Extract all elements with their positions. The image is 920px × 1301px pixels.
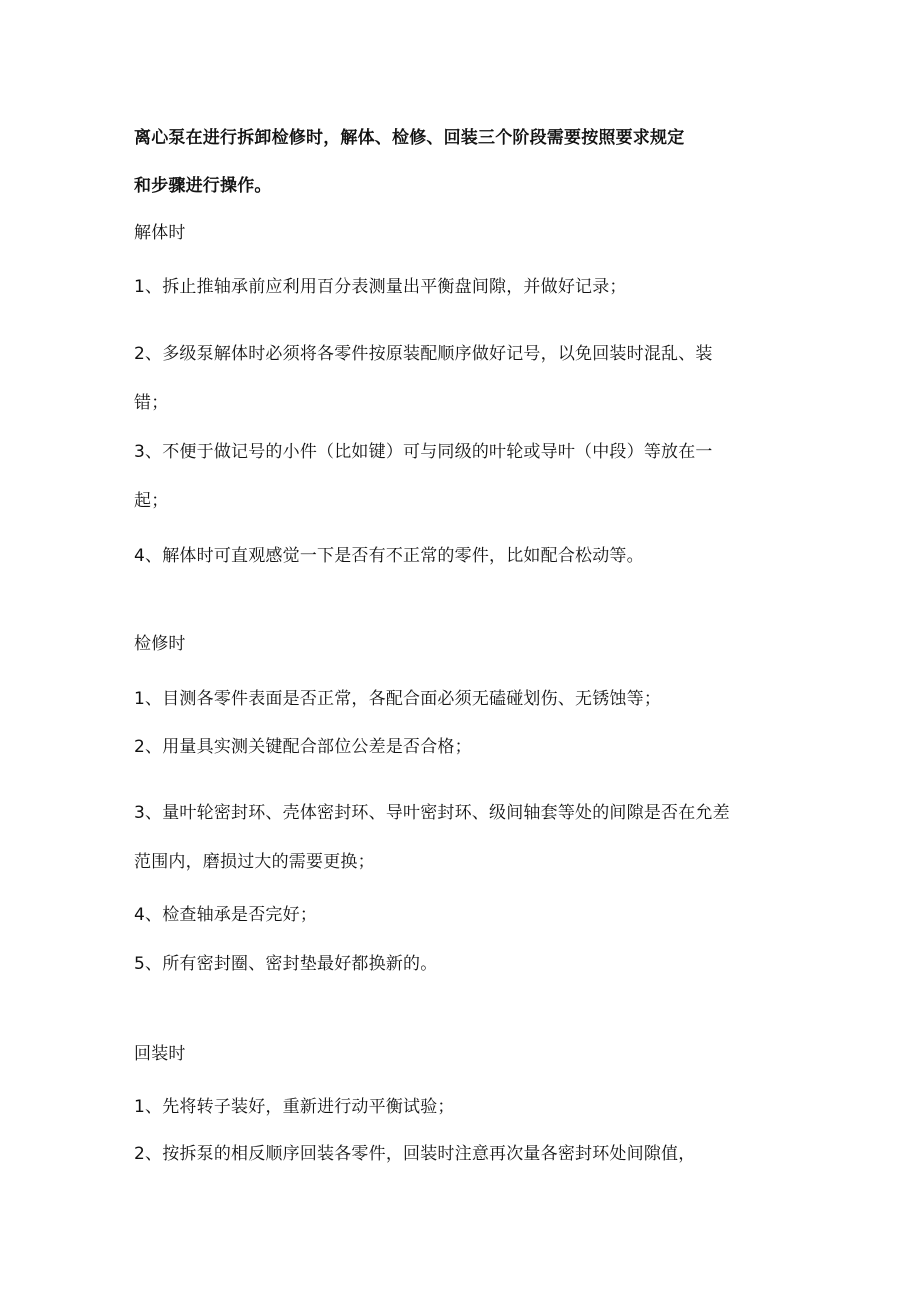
intro-line-2: 和步骤进行操作。 — [134, 176, 272, 196]
disassembly-item-2-line-1: 2、多级泵解体时必须将各零件按原装配顺序做好记号，以免回装时混乱、装 — [134, 344, 713, 364]
section-heading-inspection: 检修时 — [134, 634, 186, 654]
inspection-item-1: 1、目测各零件表面是否正常，各配合面必须无磕碰划伤、无锈蚀等； — [134, 689, 662, 709]
inspection-item-3-line-1: 3、量叶轮密封环、壳体密封环、导叶密封环、级间轴套等处的间隙是否在允差 — [134, 803, 730, 823]
section-heading-reassembly: 回装时 — [134, 1044, 186, 1064]
inspection-item-2: 2、用量具实测关键配合部位公差是否合格； — [134, 737, 472, 757]
intro-line-1: 离心泵在进行拆卸检修时，解体、检修、回装三个阶段需要按照要求规定 — [134, 128, 685, 148]
disassembly-item-3-line-2: 起； — [134, 491, 169, 511]
inspection-item-5: 5、所有密封圈、密封垫最好都换新的。 — [134, 954, 438, 974]
section-heading-disassembly: 解体时 — [134, 223, 186, 243]
disassembly-item-4: 4、解体时可直观感觉一下是否有不正常的零件，比如配合松动等。 — [134, 546, 644, 566]
reassembly-item-1: 1、先将转子装好，重新进行动平衡试验； — [134, 1097, 455, 1117]
disassembly-item-2-line-2: 错； — [134, 393, 169, 413]
inspection-item-3-line-2: 范围内，磨损过大的需要更换； — [134, 852, 375, 872]
reassembly-item-2-line-1: 2、按拆泵的相反顺序回装各零件，回装时注意再次量各密封环处间隙值， — [134, 1144, 696, 1164]
inspection-item-4: 4、检查轴承是否完好； — [134, 905, 318, 925]
disassembly-item-1: 1、拆止推轴承前应利用百分表测量出平衡盘间隙，并做好记录； — [134, 277, 627, 297]
disassembly-item-3-line-1: 3、不便于做记号的小件（比如键）可与同级的叶轮或导叶（中段）等放在一 — [134, 442, 713, 462]
